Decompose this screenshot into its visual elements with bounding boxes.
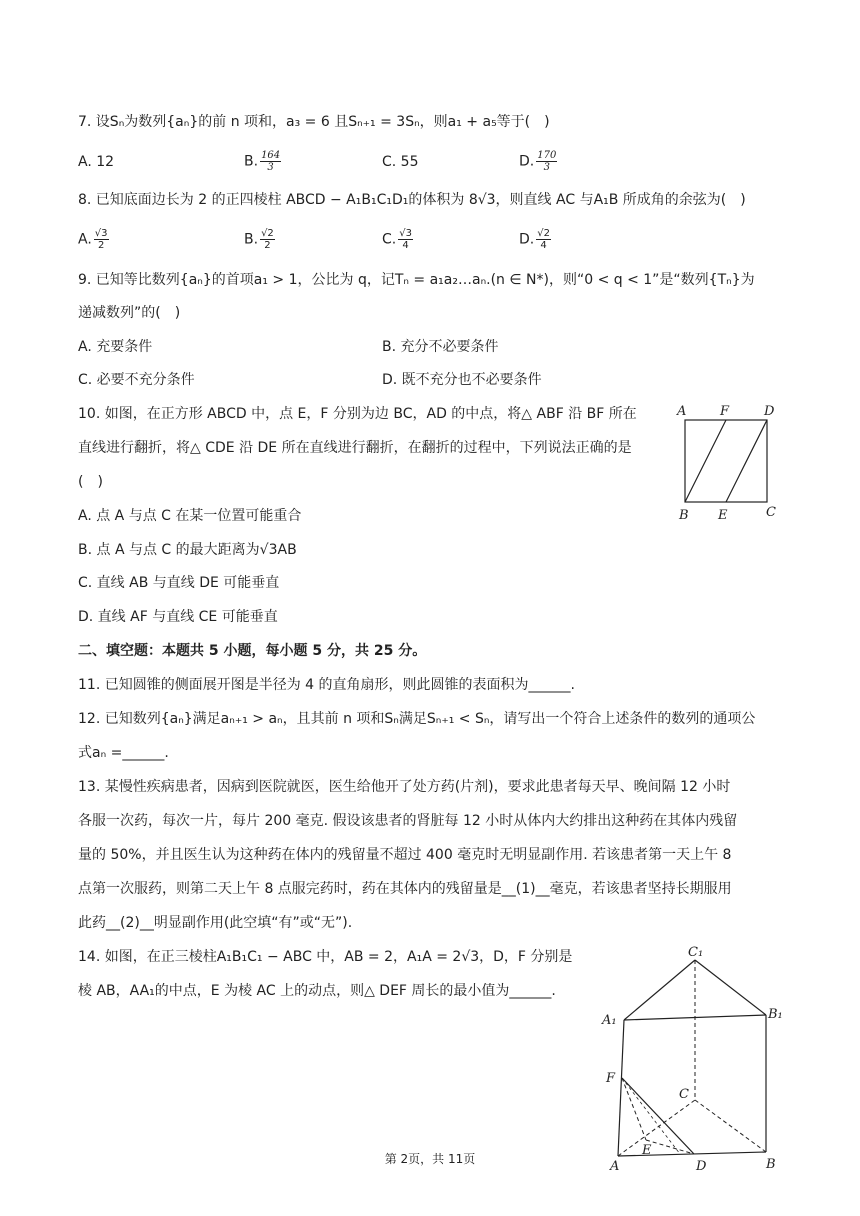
q8-option-b: B. $\frac{√2}{2}$ bbox=[244, 228, 274, 251]
edge-a1c1 bbox=[624, 960, 695, 1020]
q7-option-a: A. 12 bbox=[78, 154, 115, 170]
label-a: A bbox=[677, 404, 687, 419]
label-d: D bbox=[764, 404, 775, 419]
q7-option-c: C. 55 bbox=[382, 154, 419, 170]
q9-option-d: D. 既不充分也不必要条件 bbox=[382, 372, 542, 388]
q9-option-a: A. 充要条件 bbox=[78, 339, 153, 355]
q9-stem-line2: 递减数列”的( ) bbox=[78, 305, 181, 321]
q14-stem-line1: 14. 如图，在正三棱柱A₁B₁C₁ − ABC 中，AB = 2，A₁A = 2√3，D，F 分别是 bbox=[78, 949, 573, 965]
label-e: E bbox=[642, 1143, 652, 1158]
label-e: E bbox=[718, 508, 728, 523]
q13-stem-line4: 点第一次服药，则第二天上午 8 点服完药时，药在其体内的残留量是__(1)__毫克，若该患者坚持长期服用 bbox=[78, 881, 732, 897]
q8-option-a: A. $\frac{√3}{2}$ bbox=[78, 228, 108, 251]
edge-cb bbox=[695, 1100, 766, 1152]
q10-stem-line1: 10. 如图，在正方形 ABCD 中，点 E，F 分别为边 BC，AD 的中点，将△ ABF 沿 BF 所在 bbox=[78, 406, 637, 422]
q14-stem-line2: 棱 AB，AA₁的中点，E 为棱 AC 上的动点，则△ DEF 周长的最小值为______. bbox=[78, 983, 556, 999]
label-a: A bbox=[610, 1159, 620, 1174]
label-f: F bbox=[606, 1071, 616, 1086]
q13-stem-line3: 量的 50%，并且医生认为这种药在体内的残留量不超过 400 毫克时无明显副作用. 若该患者第一天上午 8 bbox=[78, 847, 732, 863]
q9-option-c: C. 必要不充分条件 bbox=[78, 372, 195, 388]
label-a1: A₁ bbox=[602, 1013, 617, 1028]
edge-c1b1 bbox=[695, 960, 766, 1015]
q7-stem: 7. 设Sₙ为数列{aₙ}的前 n 项和，a₃ = 6 且Sₙ₊₁ = 3Sₙ，则a₁ + a₅等于( ) bbox=[78, 114, 550, 130]
label-d: D bbox=[696, 1159, 707, 1174]
q14-prism-figure bbox=[598, 940, 788, 1176]
q10-stem-line2: 直线进行翻折，将△ CDE 沿 DE 所在直线进行翻折，在翻折的过程中，下列说法正确的是 bbox=[78, 440, 632, 456]
label-c: C bbox=[679, 1087, 689, 1102]
q8-option-c: C. $\frac{√3}{4}$ bbox=[382, 228, 412, 251]
q10-option-d: D. 直线 AF 与直线 CE 可能垂直 bbox=[78, 609, 278, 625]
q10-square-figure bbox=[672, 400, 784, 526]
q10-option-a: A. 点 A 与点 C 在某一位置可能重合 bbox=[78, 508, 302, 524]
q10-option-b: B. 点 A 与点 C 的最大距离为√3AB bbox=[78, 542, 297, 558]
segment-fe bbox=[622, 1078, 646, 1140]
label-b: B bbox=[766, 1157, 776, 1172]
q10-stem-line3: ( ) bbox=[78, 474, 103, 490]
label-c1: C₁ bbox=[688, 945, 704, 960]
edge-a1a bbox=[618, 1020, 624, 1156]
q9-option-b: B. 充分不必要条件 bbox=[382, 339, 499, 355]
q13-stem-line5: 此药__(2)__明显副作用(此空填“有”或“无”). bbox=[78, 915, 353, 931]
q13-stem-line1: 13. 某慢性疾病患者，因病到医院就医，医生给他开了处方药(片剂)，要求此患者每天早、晚间隔 12 小时 bbox=[78, 779, 731, 795]
label-f: F bbox=[720, 404, 730, 419]
q7-option-d: D. $\frac{170}{3}$ bbox=[519, 150, 557, 173]
q13-stem-line2: 各服一次药，每次一片，每片 200 毫克. 假设该患者的肾脏每 12 小时从体内大约排出这种药在其体内残留 bbox=[78, 813, 738, 829]
label-c: C bbox=[766, 505, 776, 520]
section-2-heading: 二、填空题：本题共 5 小题，每小题 5 分，共 25 分。 bbox=[78, 643, 427, 659]
label-b: B bbox=[679, 508, 689, 523]
segment-de bbox=[726, 420, 767, 502]
q11-stem: 11. 已知圆锥的侧面展开图是半径为 4 的直角扇形，则此圆锥的表面积为______. bbox=[78, 677, 575, 693]
q10-option-c: C. 直线 AB 与直线 DE 可能垂直 bbox=[78, 575, 280, 591]
q12-stem-line1: 12. 已知数列{aₙ}满足aₙ₊₁ > aₙ，且其前 n 项和Sₙ满足Sₙ₊₁ < Sₙ，请写出一个符合上述条件的数列的通项公 bbox=[78, 711, 756, 727]
segment-bf bbox=[685, 420, 726, 502]
q9-stem-line1: 9. 已知等比数列{aₙ}的首项a₁ > 1，公比为 q，记Tₙ = a₁a₂…aₙ.(n ∈ N*)，则“0 < q < 1”是“数列{Tₙ}为 bbox=[78, 272, 755, 288]
q8-option-d: D. $\frac{√2}{4}$ bbox=[519, 228, 550, 251]
q8-stem: 8. 已知底面边长为 2 的正四棱柱 ABCD − A₁B₁C₁D₁的体积为 8√3，则直线 AC 与A₁B 所成角的余弦为( ) bbox=[78, 192, 746, 208]
page-footer: 第 2页，共 11页 bbox=[384, 1152, 476, 1166]
q12-stem-line2: 式aₙ =______. bbox=[78, 745, 169, 761]
label-b1: B₁ bbox=[768, 1007, 783, 1022]
edge-ac bbox=[618, 1100, 695, 1156]
q7-option-b: B. $\frac{164}{3}$ bbox=[244, 150, 281, 173]
square-abcd bbox=[685, 420, 767, 502]
